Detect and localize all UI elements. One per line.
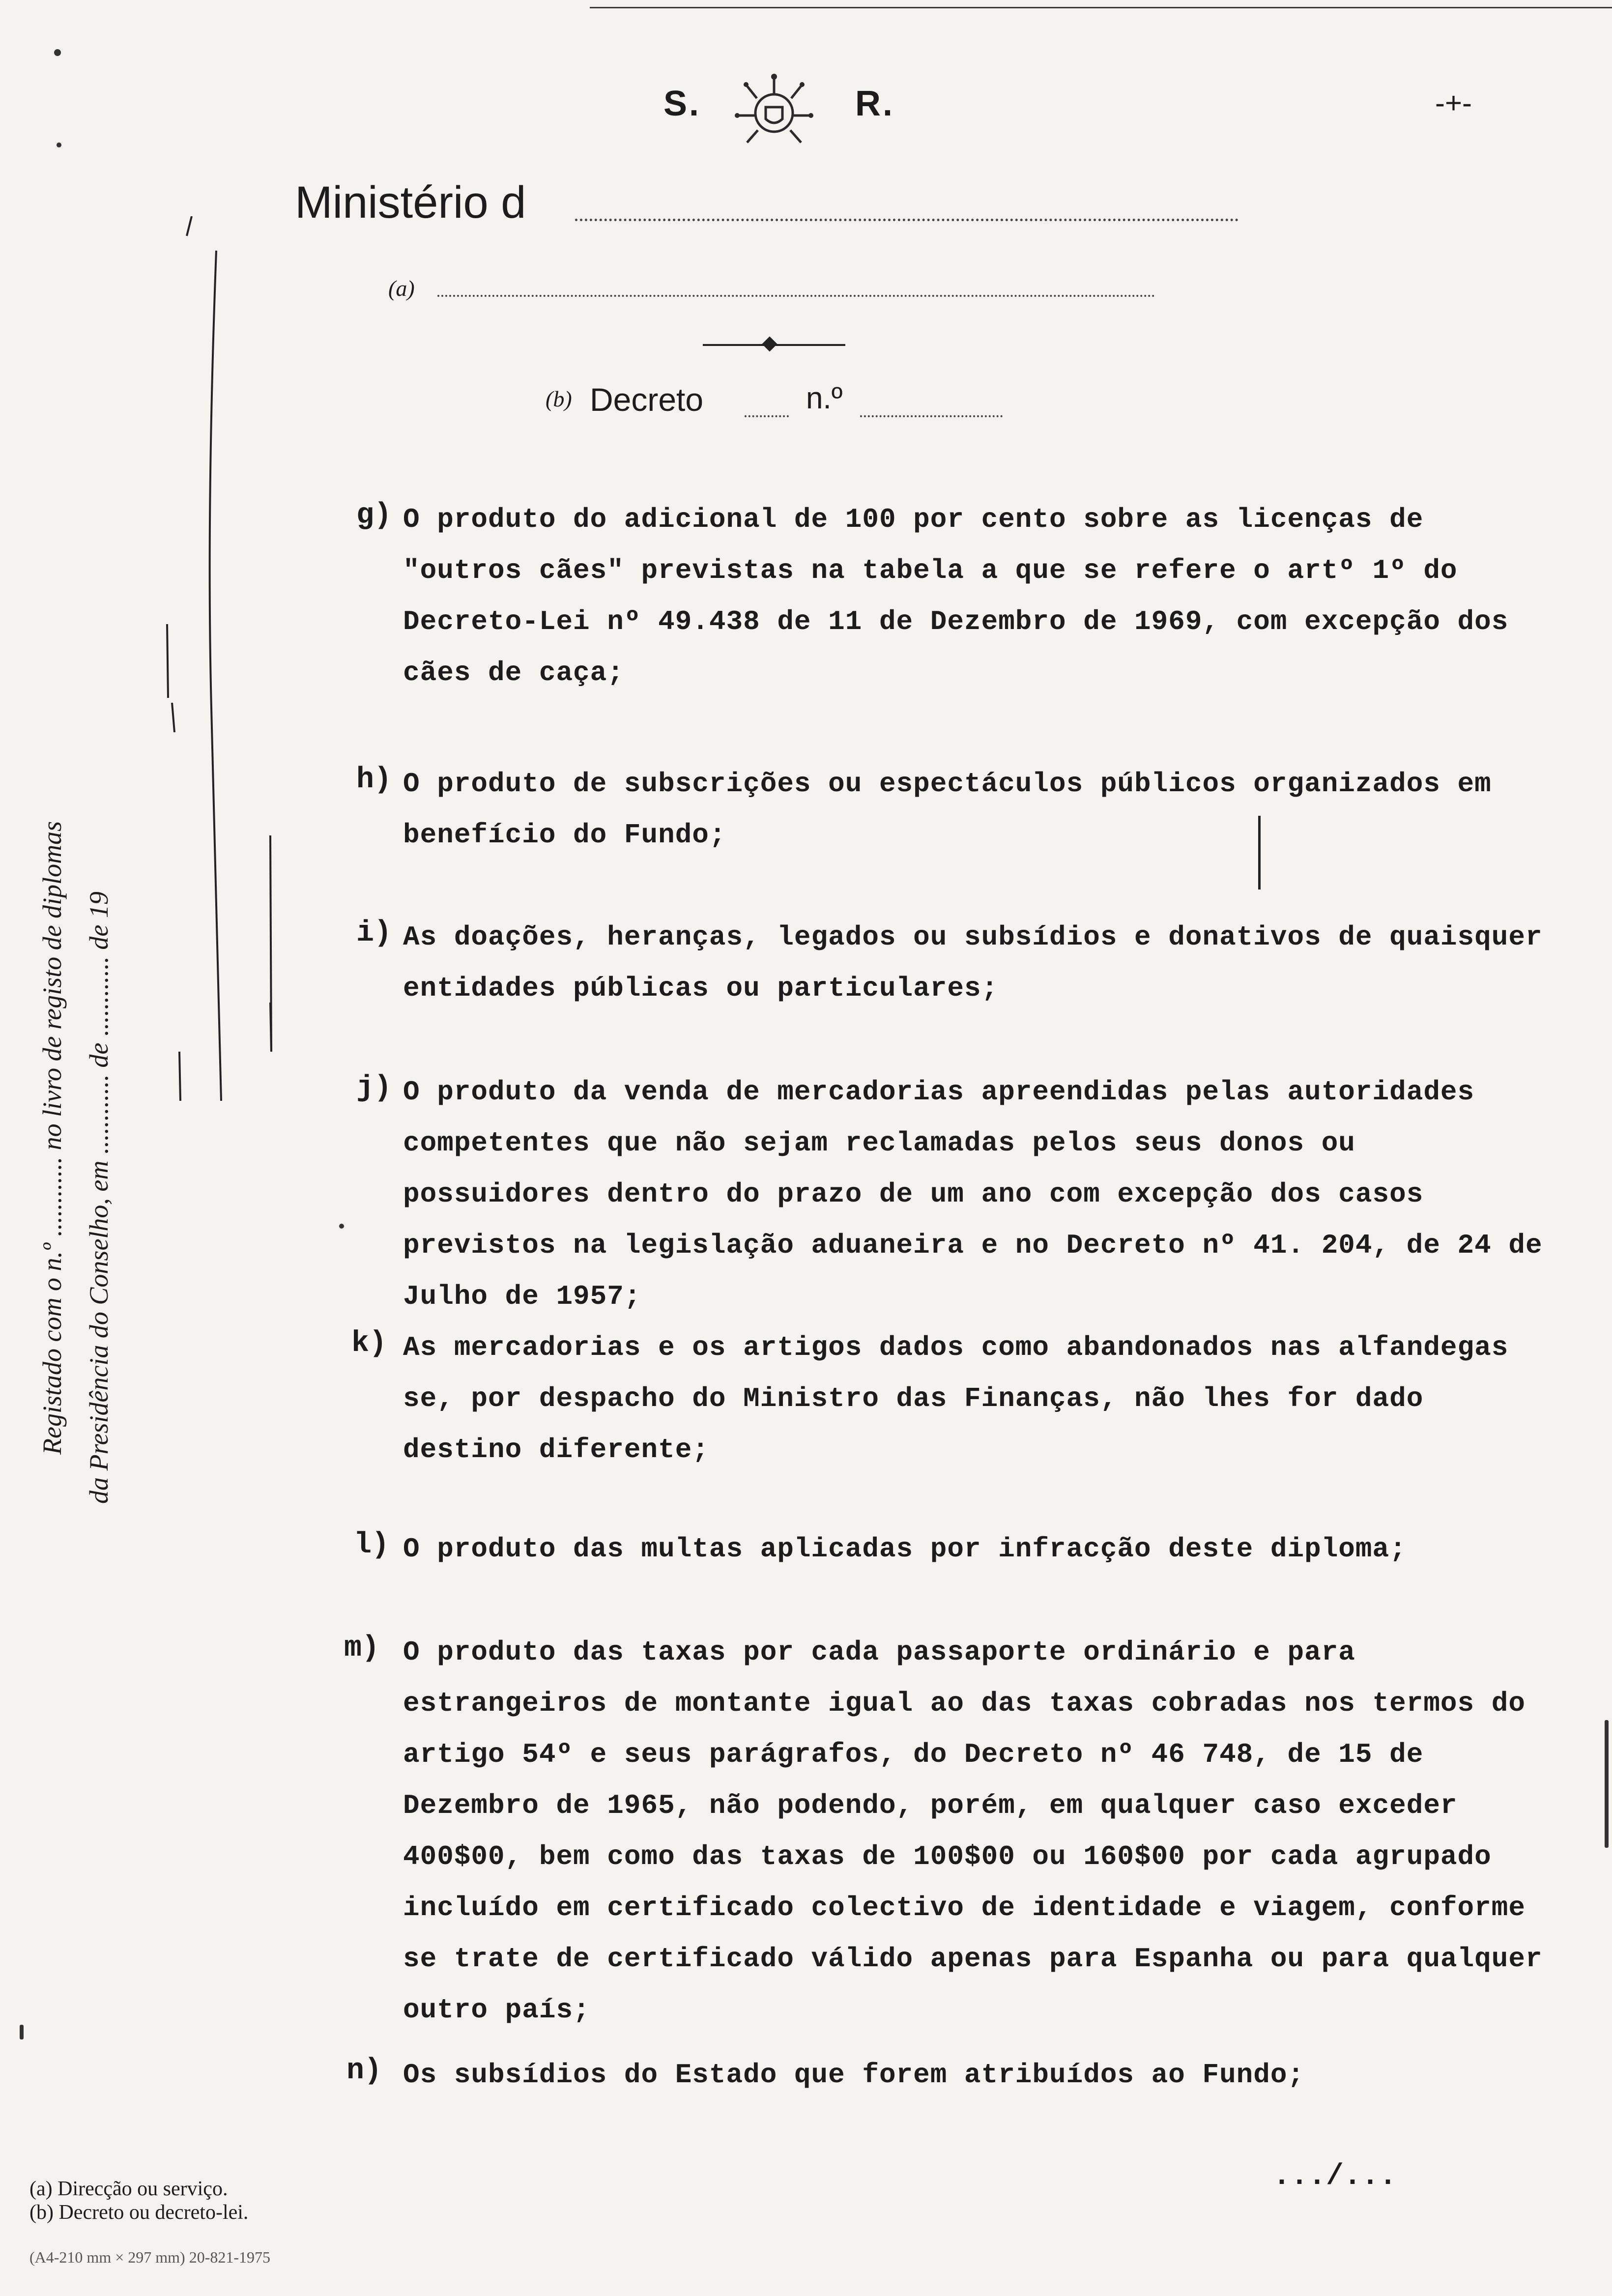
decree-type-dotted-line [745, 415, 789, 417]
footnote-a: (a) Direcção ou serviço. [29, 2178, 228, 2200]
item-text: As mercadorias e os artigos dados como abandonados nas alfandegas se, por despacho do Ministro das Finanças, não lhes for dado destino diferente; [403, 1332, 1509, 1465]
separator-diamond-icon [762, 336, 777, 351]
item-letter: l) [354, 1528, 390, 1562]
item-text: O produto das multas aplicadas por infracção deste diploma; [403, 1533, 1407, 1565]
page-mark: -+- [1435, 86, 1472, 119]
item-letter: i) [356, 917, 392, 950]
scan-speck [20, 2025, 24, 2039]
item-letter: h) [356, 763, 392, 797]
item-text: O produto do adicional de 100 por cento sobre as licenças de "outros cães" previstas na tabela a que se refere o artº 1º do Decreto-Lei nº 49.438 de 11 de Dezembro de 1969, com excepção dos cães de caça; [403, 504, 1509, 689]
item-letter: k) [351, 1327, 387, 1360]
margin-presidency-text: da Presidência do Conselho, em ............ de ............ de 19 [84, 891, 114, 1504]
item-text: O produto das taxas por cada passaporte ordinário e para estrangeiros de montante igual ao das taxas cobradas nos termos do artigo 54º e seus parágrafos, do Decreto nº 46 748, de 15 de Dezembro de 1965, não podendo, porém, em qualquer caso exceder 400$00, bem como das taxas de 100$00 ou 160$00 por cada agrupado incluído em certificado colectivo de identidade e viagem, conforme se trate de certificado válido apenas para Espanha ou para qualquer outro país; [403, 1636, 1543, 2026]
item-letter: m) [344, 1632, 380, 1665]
item-text: Os subsídios do Estado que forem atribuídos ao Fundo; [403, 2059, 1305, 2091]
top-edge-rule [590, 7, 1612, 8]
letterhead-r: R. [855, 84, 894, 123]
coat-of-arms-icon [727, 69, 821, 152]
item-letter: n) [346, 2054, 382, 2088]
item-text: O produto da venda de mercadorias apreendidas pelas autoridades competentes que não sejam reclamadas pelos seus donos ou possuidores dentro do prazo de um ano com excepção dos casos previstos na legislação aduaneira e no Decreto nº 41. 204, de 24 de Julho de 1957; [403, 1076, 1543, 1312]
item-text: As doações, heranças, legados ou subsídios e donativos de quaisquer entidades públicas ou particulares; [403, 921, 1543, 1004]
footnote-b: (b) Decreto ou decreto-lei. [29, 2201, 249, 2224]
scan-speck [57, 143, 61, 147]
decree-label: Decreto [590, 381, 704, 418]
printer-line: (A4-210 mm × 297 mm) 20-821-1975 [29, 2248, 270, 2266]
direction-dotted-line [437, 295, 1155, 297]
scan-speck [54, 49, 61, 56]
item-text: O produto de subscrições ou espectáculos públicos organizados em benefício do Fundo; [403, 768, 1492, 851]
item-letter: g) [356, 499, 392, 532]
margin-registration-text: Registado com o n.º ............ no livro de registo de diplomas [37, 821, 67, 1455]
margin-handwritten-lines [157, 216, 305, 1101]
continuation-mark: .../... [1273, 2160, 1397, 2193]
direction-label: (a) [388, 276, 415, 301]
decree-number-dotted-line [860, 415, 1003, 417]
scan-speck [1605, 1720, 1609, 1848]
item-letter: j) [356, 1071, 392, 1105]
scan-speck [339, 1224, 344, 1229]
decree-number-label: n.º [806, 381, 843, 415]
ministry-dotted-line [575, 219, 1238, 221]
ministry-label: Ministério d [295, 177, 526, 228]
decree-footnote-ref: (b) [546, 386, 572, 411]
letterhead-s: S. [663, 84, 701, 123]
